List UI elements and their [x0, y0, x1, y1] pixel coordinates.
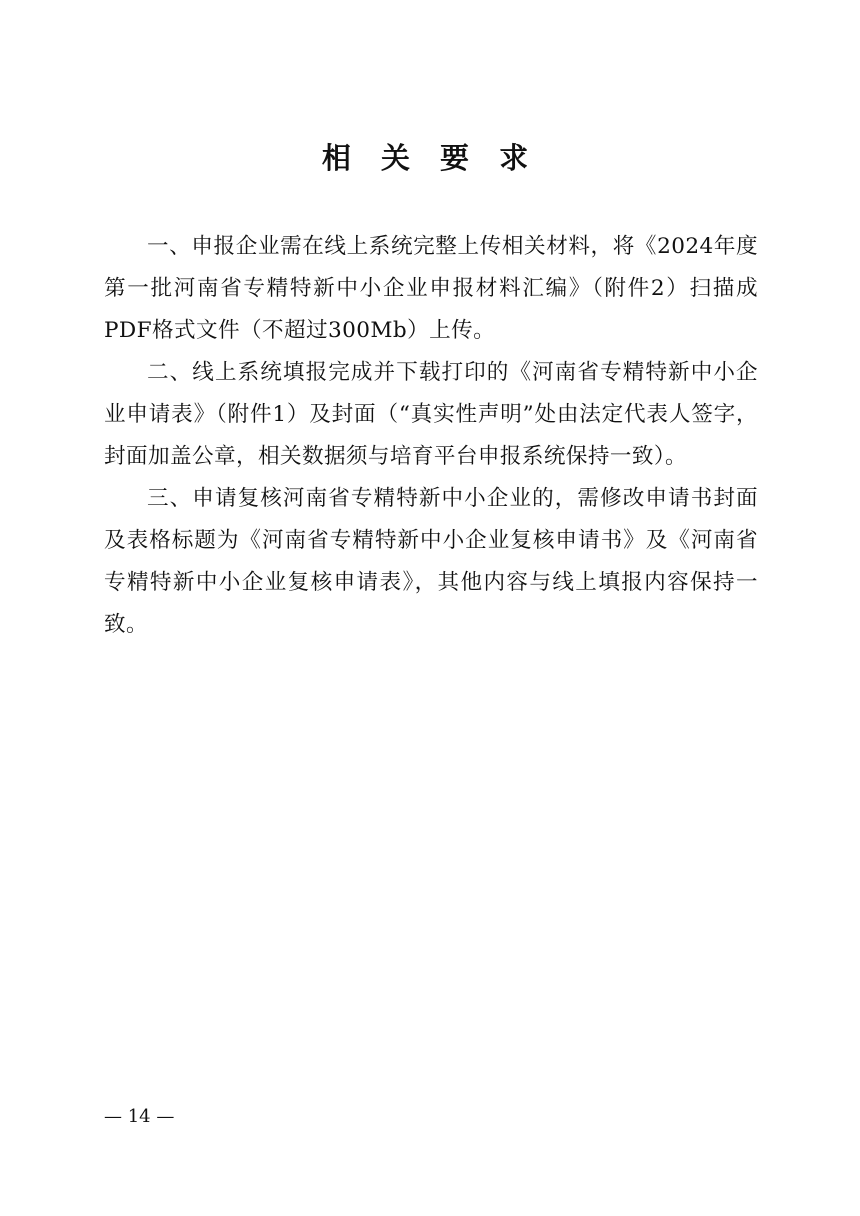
requirement-paragraph-3: 三、申请复核河南省专精特新中小企业的，需修改申请书封面及表格标题为《河南省专精特新中小企业复核申请书》及《河南省专精特新中小企业复核申请表》，其他内容与线上填报内容保持一致。 — [104, 486, 758, 637]
requirement-paragraph-1: 一、申报企业需在线上系统完整上传相关材料，将《2024年度第一批河南省专精特新中小企业申报材料汇编》（附件2）扫描成PDF格式文件（不超过300Mb）上传。 — [104, 234, 758, 343]
requirement-paragraph-2: 二、线上系统填报完成并下载打印的《河南省专精特新中小企业申请表》（附件1）及封面（“真实性声明”处由法定代表人签字，封面加盖公章，相关数据须与培育平台申报系统保持一致）。 — [104, 360, 758, 469]
page-title: 相 关 要 求 — [321, 141, 539, 175]
page-number: — 14 — — [104, 1106, 175, 1127]
requirements-body — [104, 226, 758, 646]
